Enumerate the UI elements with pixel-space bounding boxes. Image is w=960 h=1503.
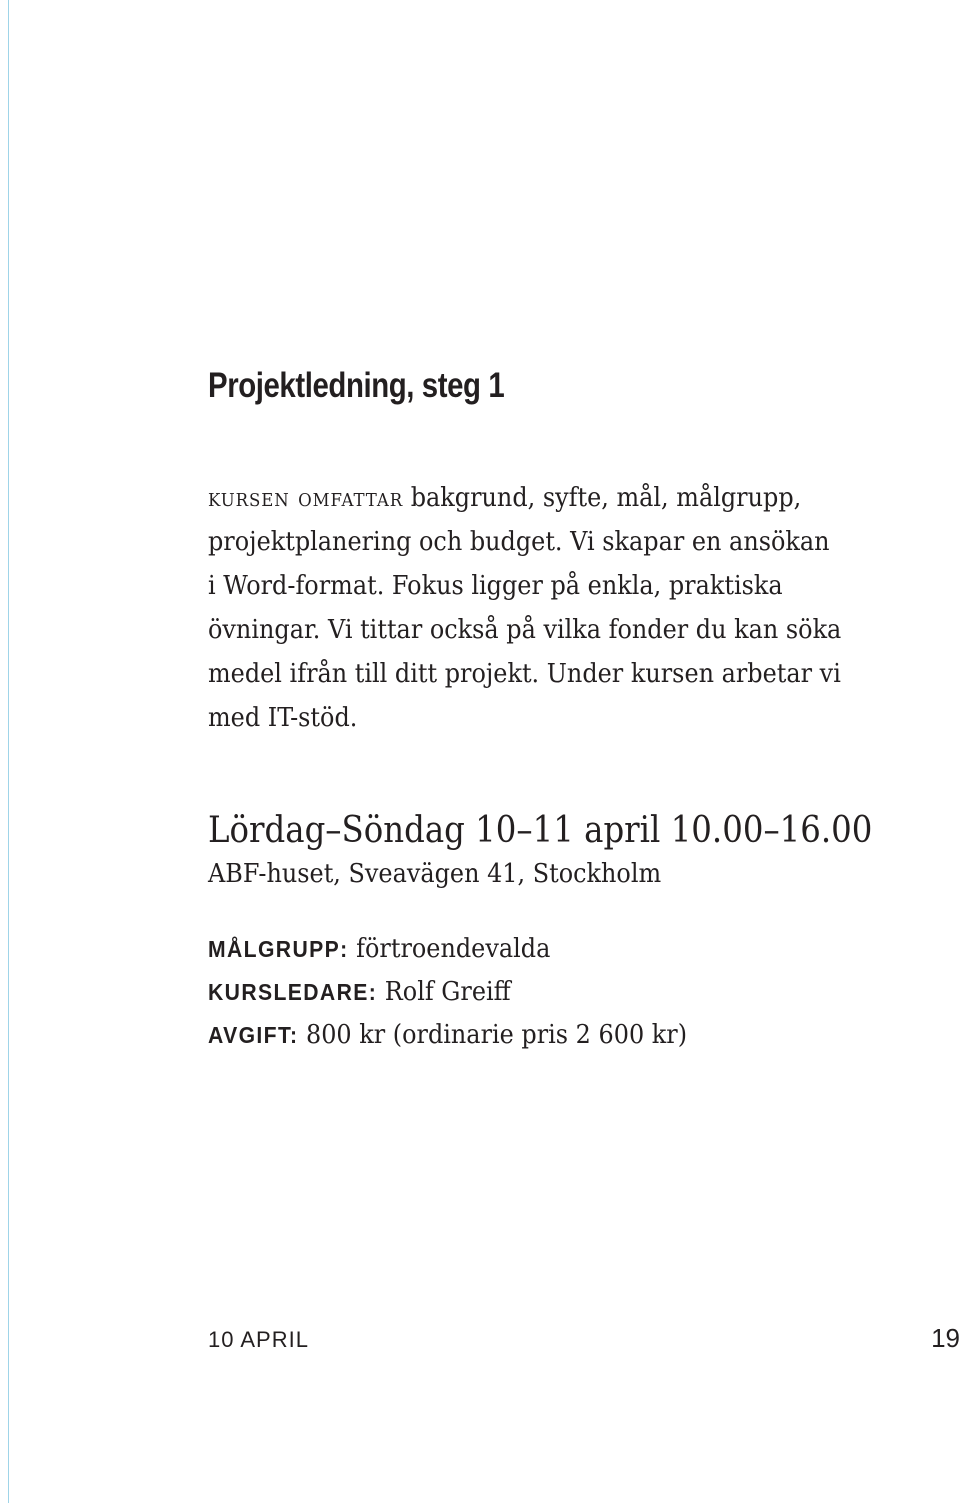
course-leader-label: KURSLEDARE:	[208, 979, 378, 1005]
target-group-value: förtroendevalda	[356, 934, 551, 964]
course-venue: ABF-huset, Sveavägen 41, Stockholm	[208, 859, 662, 889]
description-line: medel ifrån till ditt projekt. Under kursen arbetar vi	[208, 659, 841, 689]
footer-section-label: 10 APRIL	[208, 1327, 309, 1352]
course-title: Projektledning, steg 1	[208, 366, 505, 405]
description-line: övningar. Vi tittar också på vilka fonder du kan söka	[208, 615, 842, 645]
description-lead: kursen omfattar	[208, 483, 404, 513]
description-line-text: bakgrund, syfte, mål, målgrupp,	[410, 483, 802, 513]
fee-row	[208, 1014, 687, 1057]
course-details	[208, 928, 729, 1057]
course-leader-row	[208, 971, 687, 1014]
description-line: projektplanering och budget. Vi skapar en ansökan	[208, 527, 830, 557]
course-date-time: Lördag–Söndag 10–11 april 10.00–16.00	[208, 810, 873, 851]
description-line: med IT-stöd.	[208, 703, 358, 733]
fee-label: AVGIFT:	[208, 1022, 299, 1048]
target-group-label: MÅLGRUPP:	[208, 936, 349, 962]
target-group-row	[208, 928, 687, 971]
page-number: 19	[931, 1323, 960, 1353]
course-leader-value: Rolf Greiff	[384, 977, 511, 1007]
description-line	[208, 476, 889, 520]
fee-value: 800 kr (ordinarie pris 2 600 kr)	[305, 1020, 688, 1050]
course-description	[208, 476, 948, 740]
page-edge-line	[8, 0, 9, 1503]
description-line: i Word-format. Fokus ligger på enkla, praktiska	[208, 571, 783, 601]
